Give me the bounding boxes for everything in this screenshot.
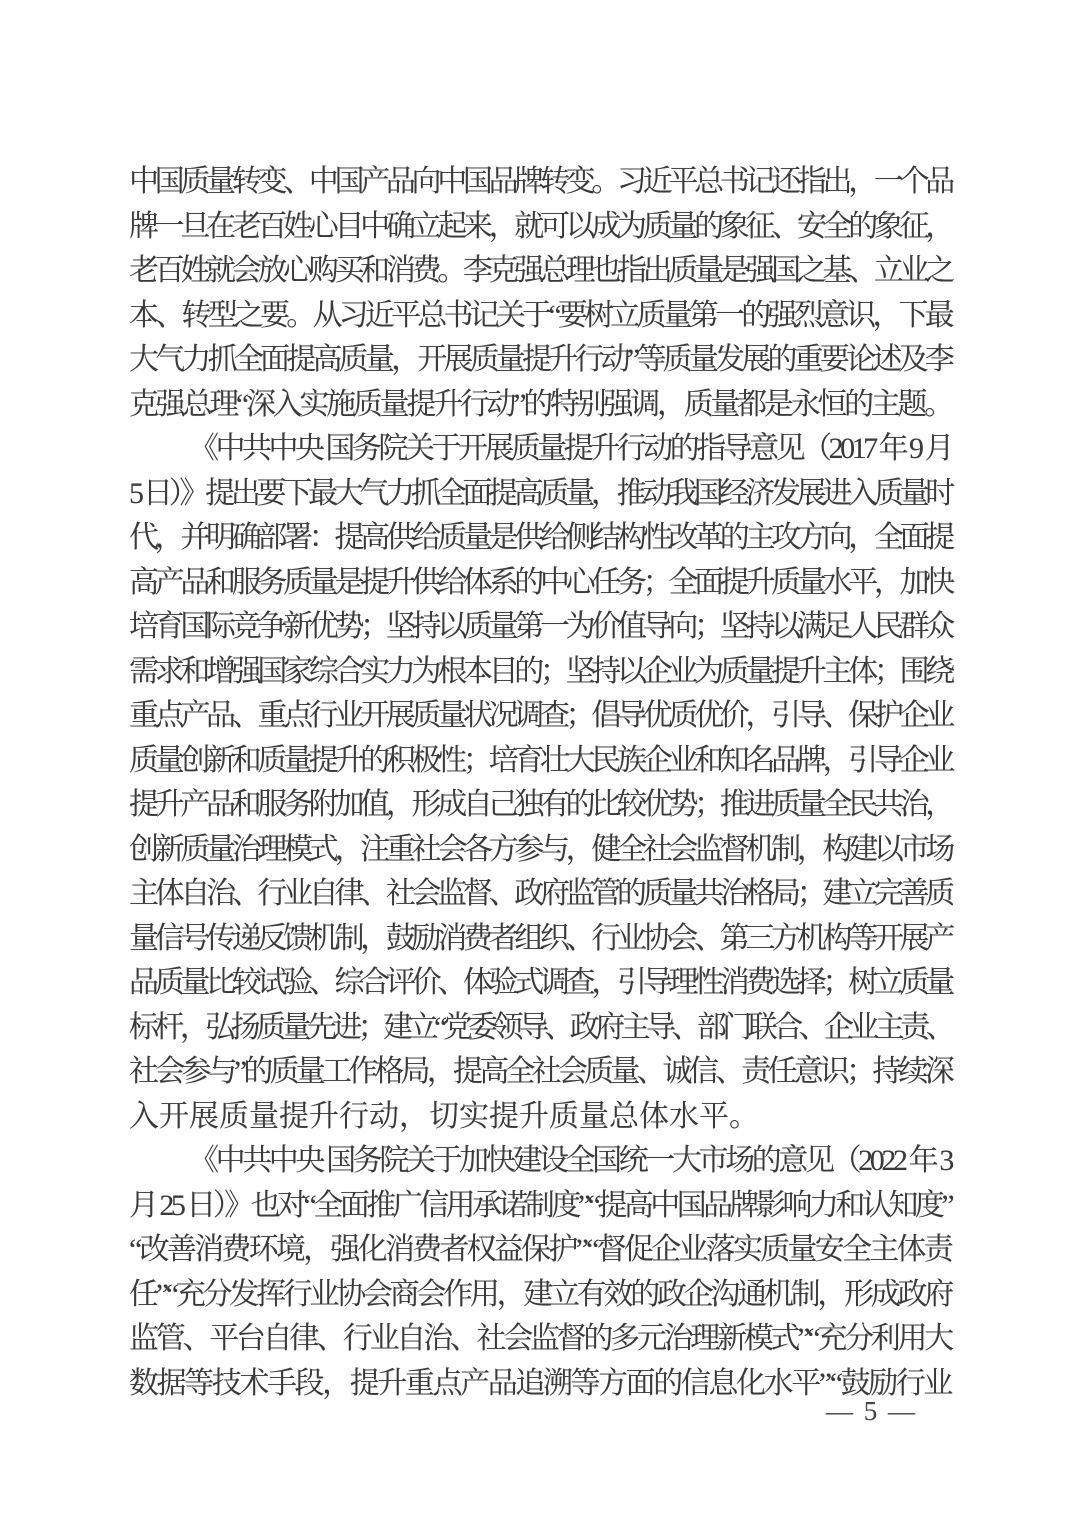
text-line: 重点产品、重点行业开展质量状况调查；倡导优质优价，引导、保护企业 <box>129 699 951 732</box>
text-line: 监管、平台自律、行业自治、社会监督的多元治理新模式”“充分利用大 <box>129 1322 951 1355</box>
text-line: 《中共中央 国务院关于加快建设全国统一大市场的意见（2022 年 3 <box>189 1144 952 1177</box>
text-line: 入开展质量提升行动，切实提升质量总体水平。 <box>129 1099 759 1133</box>
text-line: 中国质量转变、中国产品向中国品牌转变。习近平总书记还指出，一个品 <box>129 165 951 198</box>
text-line: 月 25 日）》也对“全面推广信用承诺制度”“提高中国品牌影响力和认知度” <box>129 1188 951 1222</box>
text-line: 任”“充分发挥行业协会商会作用，建立有效的政企沟通机制，形成政府 <box>129 1277 951 1311</box>
text-line: 克强总理“深入实施质量提升行动”的特别强调，质量都是永恒的主题。 <box>129 387 951 421</box>
document-body <box>129 160 951 1406</box>
text-line: 《中共中央 国务院关于开展质量提升行动的指导意见（2017 年 9 月 <box>189 432 952 465</box>
text-line: 5 日）》提出要下最大气力抓全面提高质量，推动我国经济发展进入质量时 <box>129 476 952 510</box>
text-line: 提升产品和服务附加值，形成自己独有的比较优势；推进质量全民共治， <box>129 788 951 821</box>
text-line: 创新质量治理模式，注重社会各方参与，健全社会监督机制，构建以市场 <box>129 832 951 866</box>
text-line: 社会参与”的质量工作格局，提高全社会质量、诚信、责任意识；持续深 <box>129 1055 951 1088</box>
text-line: 主体自治、行业自律、社会监督、政府监管的质量共治格局；建立完善质 <box>129 877 951 910</box>
text-line: 大气力抓全面提高质量，开展质量提升行动”等质量发展的重要论述及李 <box>129 343 951 376</box>
text-line: 质量创新和质量提升的积极性；培育壮大民族企业和知名品牌，引导企业 <box>129 743 951 777</box>
text-line: 本、转型之要。从习近平总书记关于“要树立质量第一的强烈意识，下最 <box>129 298 951 332</box>
text-line: 数据等技术手段，提升重点产品追溯等方面的信息化水平”“鼓励行业 <box>129 1366 951 1400</box>
text-line: 量信号传递反馈机制，鼓励消费者组织、行业协会、第三方机构等开展产 <box>129 921 951 955</box>
text-line: 标杆，弘扬质量先进；建立“党委领导、政府主导、部门联合、企业主责、 <box>129 1010 951 1044</box>
text-line: 品质量比较试验、综合评价、体验式调查，引导理性消费选择；树立质量 <box>129 966 951 999</box>
paragraph-3 <box>129 1139 951 1406</box>
page-number: — 5 — <box>826 1396 917 1426</box>
text-line: 老百姓就会放心购买和消费。李克强总理也指出质量是强国之基、立业之 <box>129 254 951 287</box>
paragraph-1 <box>129 160 951 427</box>
text-line: 培育国际竞争新优势；坚持以质量第一为价值导向；坚持以满足人民群众 <box>129 610 951 643</box>
text-line: 高产品和服务质量是提升供给体系的中心任务；全面提升质量水平，加快 <box>129 565 951 599</box>
text-line: 牌一旦在老百姓心目中确立起来，就可以成为质量的象征、安全的象征， <box>129 209 951 243</box>
paragraph-2 <box>129 427 951 1139</box>
text-line: 需求和增强国家综合实力为根本目的；坚持以企业为质量提升主体；围绕 <box>129 654 951 688</box>
text-line: “改善消费环境，强化消费者权益保护”“督促企业落实质量安全主体责 <box>129 1233 951 1266</box>
text-line: 代，并明确部署：提高供给质量是供给侧结构性改革的主攻方向，全面提 <box>129 521 951 554</box>
